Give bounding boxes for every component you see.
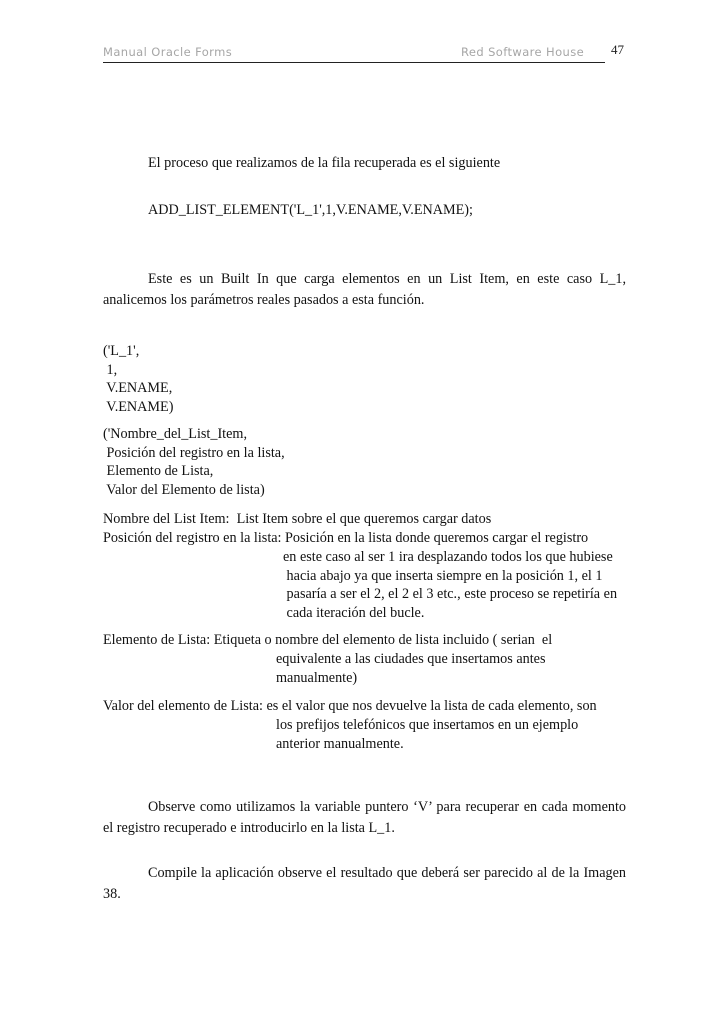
definition-text: Posición en la lista donde queremos cargar el registro — [285, 530, 589, 546]
formal-param-line: Posición del registro en la lista, — [103, 444, 285, 461]
actual-param-line: V.ENAME) — [103, 398, 174, 415]
definition-elemento-continuation — [276, 650, 626, 687]
page-header — [103, 40, 605, 63]
definition-line: cada iteración del bucle. — [283, 604, 425, 621]
definition-label: Nombre del List Item: — [103, 511, 230, 527]
actual-parameters — [103, 342, 173, 416]
definition-text: List Item sobre el que queremos cargar datos — [236, 511, 492, 527]
compile-paragraph: Compile la aplicación observe el resultado que deberá ser parecido al de la Imagen 38. — [103, 865, 626, 902]
definition-elemento — [103, 631, 552, 650]
definition-line: manualmente) — [276, 669, 358, 686]
actual-param-line: ('L_1', — [103, 343, 140, 359]
definition-label: Elemento de Lista: — [103, 632, 211, 648]
definition-label: Valor del elemento de Lista: — [103, 698, 263, 714]
definition-text: Etiqueta o nombre del elemento de lista incluido ( serian el — [213, 632, 553, 648]
definition-line: los prefijos telefónicos que insertamos en un ejemplo — [276, 717, 579, 733]
definition-valor-continuation — [276, 716, 626, 753]
formal-param-line: Elemento de Lista, — [103, 463, 214, 479]
header-company: Red Software House — [461, 45, 585, 59]
definition-line: hacia abajo ya que inserta siempre en la posición 1, el 1 — [283, 567, 603, 584]
code-line: ADD_LIST_ELEMENT('L_1',1,V.ENAME,V.ENAME); — [148, 202, 473, 218]
actual-param-line: V.ENAME, — [103, 380, 173, 396]
definition-valor — [103, 697, 597, 716]
header-title: Manual Oracle Forms — [103, 45, 233, 59]
definition-line: anterior manualmente. — [276, 735, 404, 752]
actual-param-line: 1, — [103, 361, 118, 378]
definition-line: en este caso al ser 1 ira desplazando todos los que hubiese — [283, 549, 613, 565]
definition-text: es el valor que nos devuelve la lista de cada elemento, son — [266, 698, 597, 714]
definition-label: Posición del registro en la lista: — [103, 530, 282, 546]
definition-nombre — [103, 510, 491, 529]
definition-line: equivalente a las ciudades que insertamos antes — [276, 651, 546, 667]
definition-posicion-continuation — [283, 548, 633, 622]
formal-param-line: Valor del Elemento de lista) — [103, 481, 265, 498]
formal-parameters — [103, 425, 285, 499]
builtin-paragraph: Este es un Built In que carga elementos en un List Item, en este caso L_1, analicemos los parámetros reales pasados a esta función. — [103, 271, 626, 308]
definition-line: pasaría a ser el 2, el 2 el 3 etc., este proceso se repetiría en — [283, 586, 618, 602]
intro-text: El proceso que realizamos de la fila recuperada es el siguiente — [148, 155, 501, 171]
observe-paragraph: Observe como utilizamos la variable puntero ‘V’ para recuperar en cada momento el registro recuperado e introducirlo en la lista L_1. — [103, 799, 626, 836]
page-number: 47 — [611, 42, 624, 57]
definition-posicion — [103, 529, 588, 548]
formal-param-line: ('Nombre_del_List_Item, — [103, 426, 248, 442]
